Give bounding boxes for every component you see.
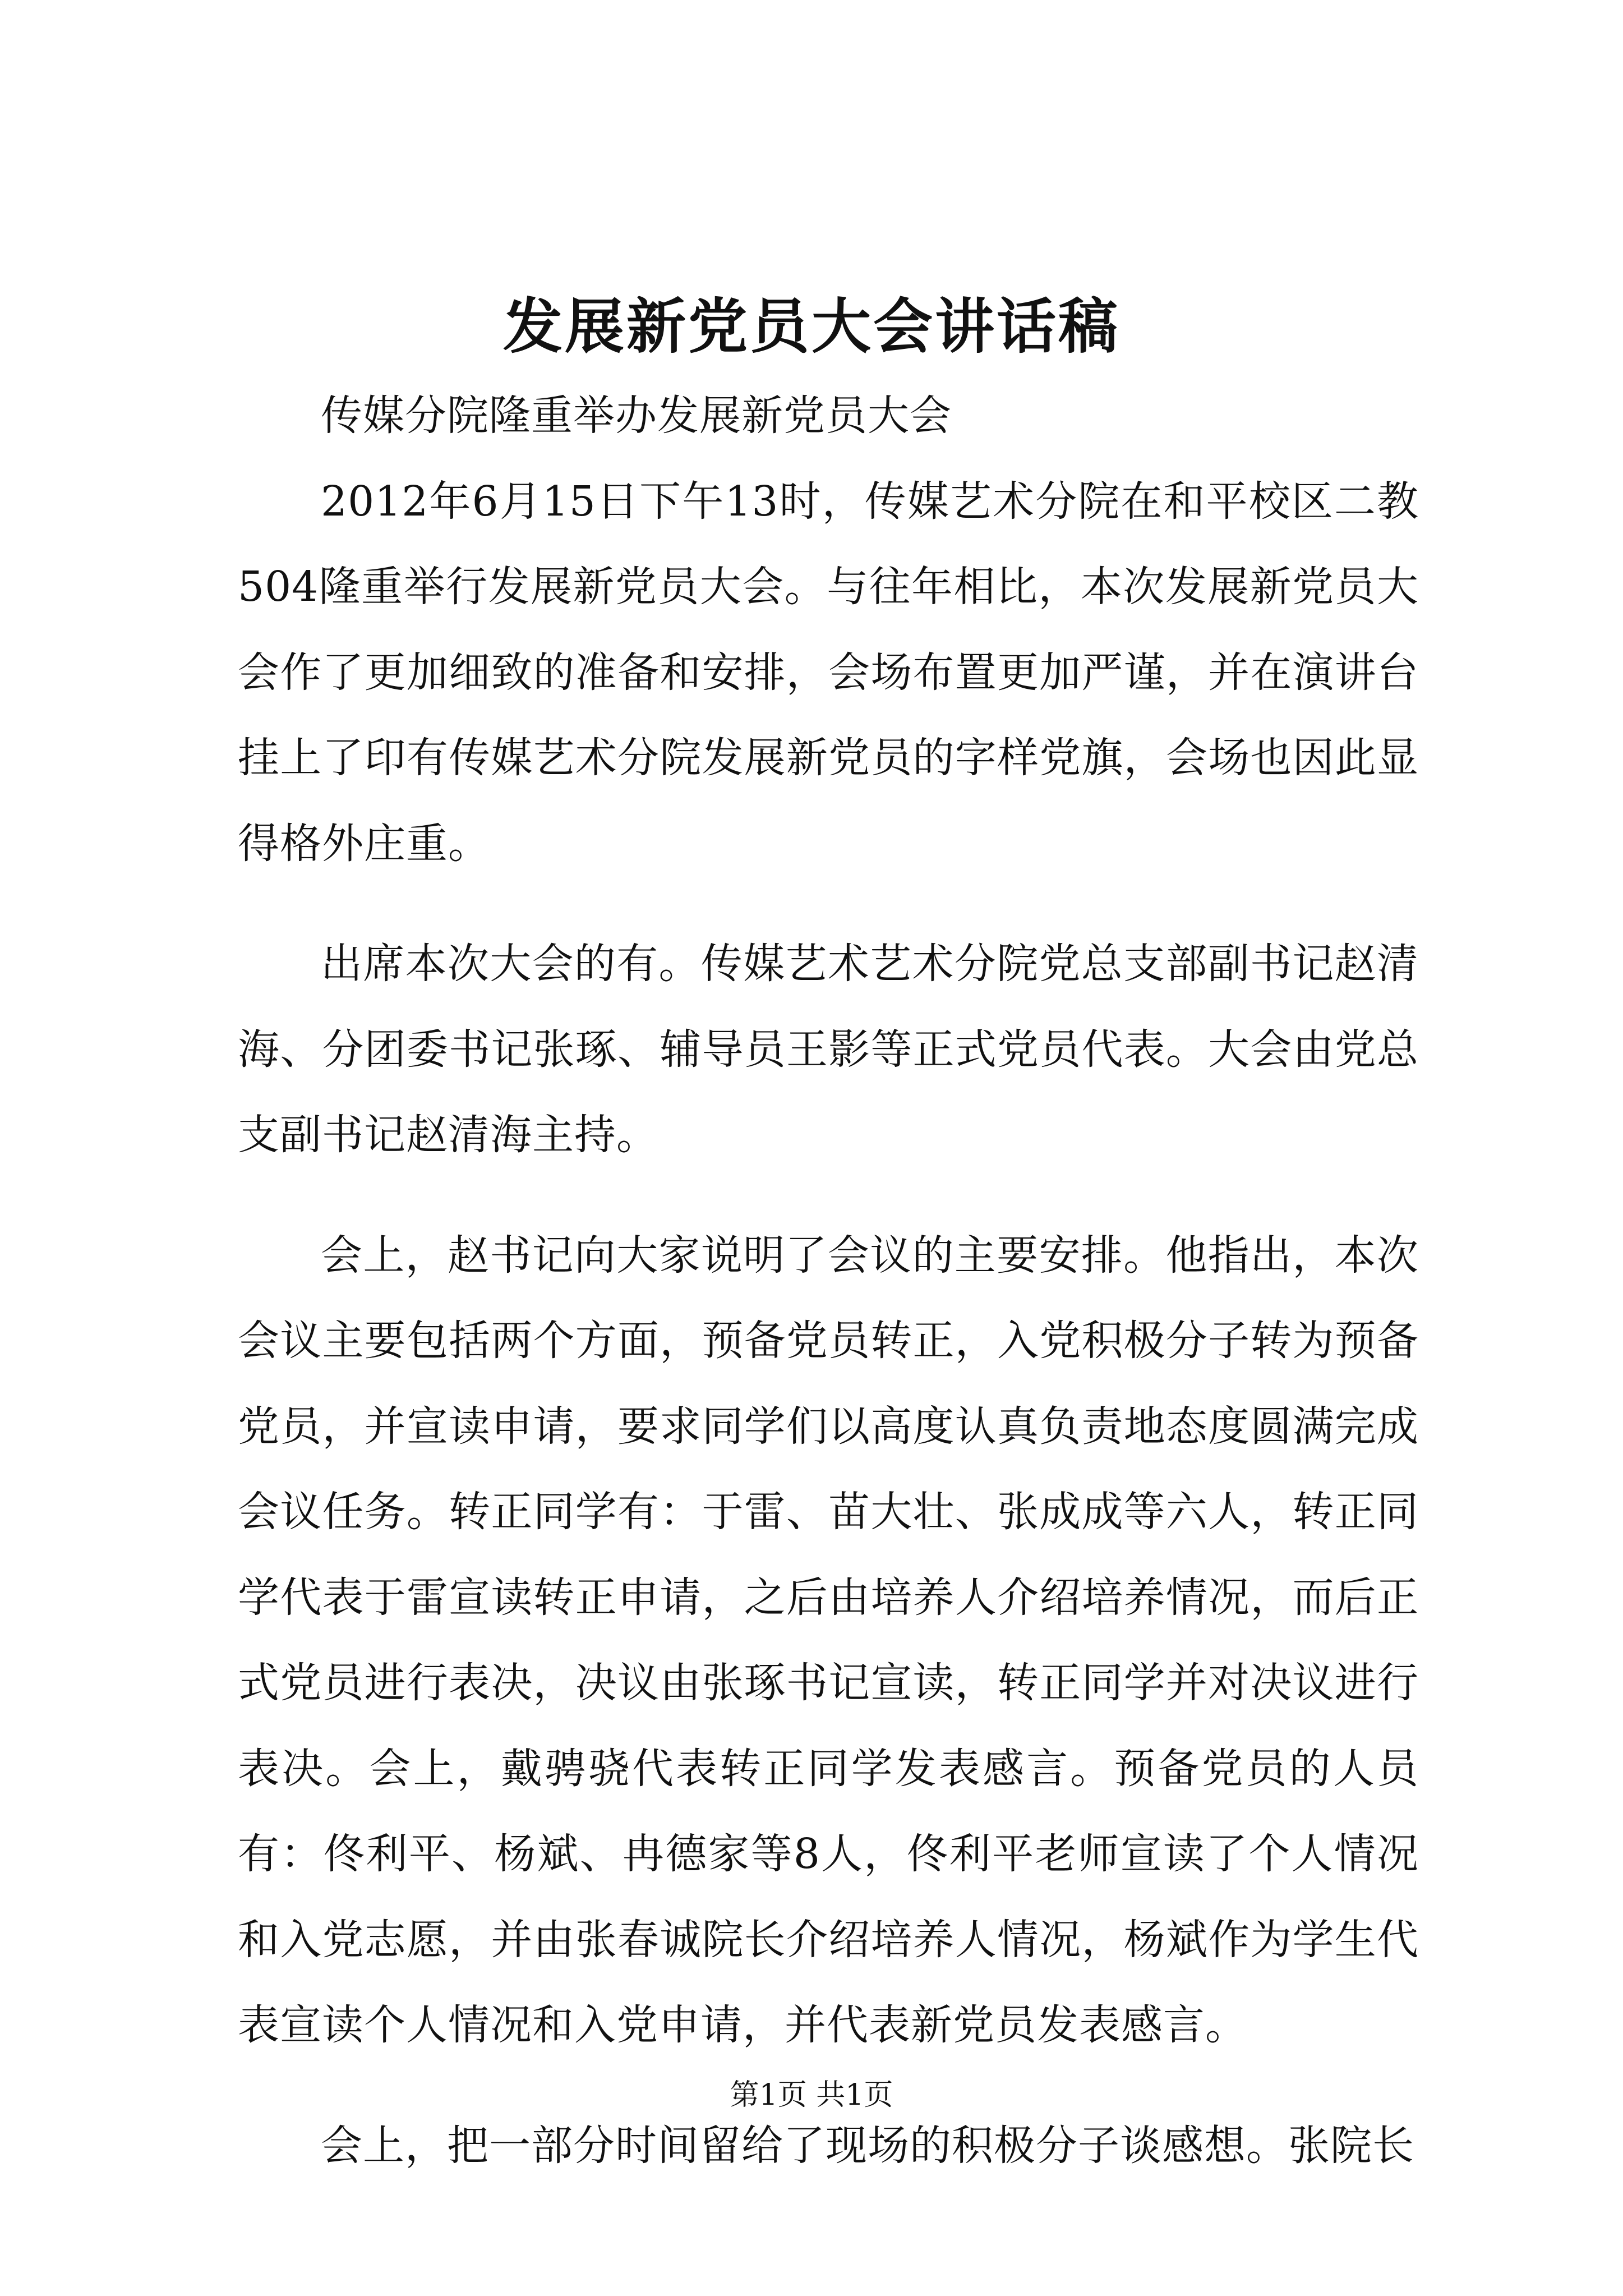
paragraph: 2012年6月15日下午13时，传媒艺术分院在和平校区二教504隆重举行发展新党员大会。与往年相比，本次发展新党员大会作了更加细致的准备和安排，会场布置更加严谨，并在演讲台挂上了印有传媒艺术分院发展新党员的字样党旗，会场也因此显得格外庄重。 — [238, 477, 1419, 868]
document-body — [238, 373, 1419, 2188]
paragraph-subtitle: 传媒分院隆重举办发展新党员大会 — [321, 392, 952, 440]
paragraph: 出席本次大会的有。传媒艺术艺术分院党总支部副书记赵清海、分团委书记张琢、辅导员王影等正式党员代表。大会由党总支副书记赵清海主持。 — [238, 940, 1419, 1159]
document-title: 发展新党员大会讲话稿 — [503, 291, 1120, 361]
paragraph: 会上，把一部分时间留给了现场的积极分子谈感想。张院长 — [321, 2121, 1414, 2170]
paragraph: 会上，赵书记向大家说明了会议的主要安排。他指出，本次会议主要包括两个方面，预备党员转正，入党积极分子转为预备党员，并宣读申请，要求同学们以高度认真负责地态度圆满完成会议任务。转正同学有：于雷、苗大壮、张成成等六人，转正同学代表于雷宣读转正申请，之后由培养人介绍培养情况，而后正式党员进行表决，决议由张琢书记宣读，转正同学并对决议进行表决。会上，戴骋骁代表转正同学发表感言。预备党员的人员有：佟利平、杨斌、冉德家等8人，佟利平老师宣读了个人情况和入党志愿，并由张春诚院长介绍培养人情况，杨斌作为学生代表宣读个人情况和入党申请，并代表新党员发表感言。 — [238, 1231, 1419, 2049]
page-footer: 第1页 共1页 — [730, 2078, 893, 2112]
